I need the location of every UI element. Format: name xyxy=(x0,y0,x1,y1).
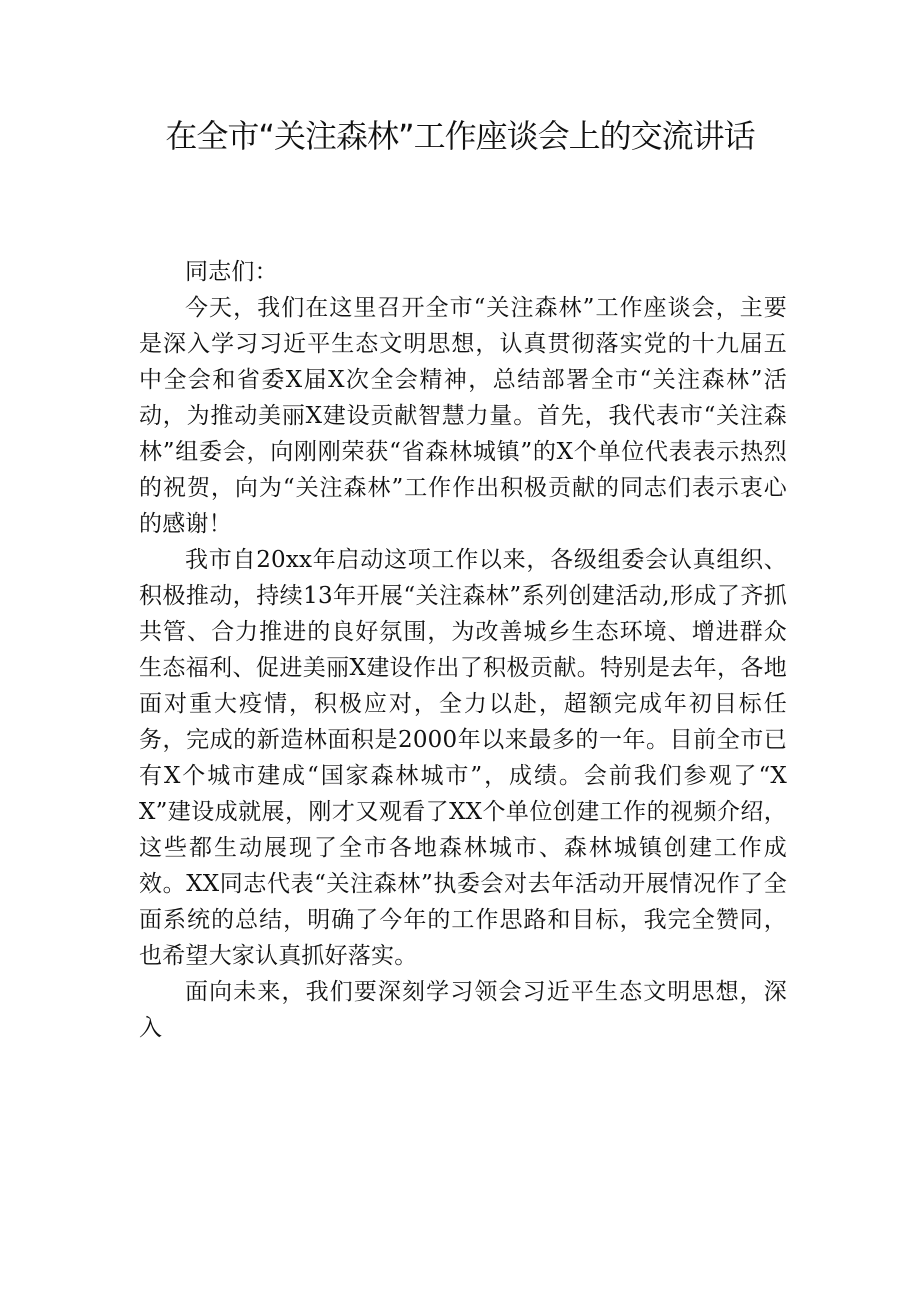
paragraph: 今天，我们在这里召开全市“关注森林”工作座谈会，主要是深入学习习近平生态文明思想，认真贯彻落实党的十九届五中全会和省委X届X次全会精神，总结部署全市“关注森林”活动，为推动美丽X建设贡献智慧力量。首先，我代表市“关注森林”组委会，向刚刚荣获“省森林城镇”的X个单位代表表示热烈的祝贺，向为“关注森林”工作作出积极贡献的同志们表示衷心的感谢！ xyxy=(139,295,787,537)
salutation: 同志们： xyxy=(185,259,278,285)
paragraph: 我市自20xx年启动这项工作以来，各级组委会认真组织、积极推动，持续13年开展“关注森林”系列创建活动,形成了齐抓共管、合力推进的良好氛围，为改善城乡生态环境、增进群众生态福利、促进美丽X建设作出了积极贡献。特别是去年，各地面对重大疫情，积极应对，全力以赴，超额完成年初目标任务，完成的新造林面积是2000年以来最多的一年。目前全市已有X个城市建成“国家森林城市”，成绩。会前我们参观了“XX”建设成就展，刚才又观看了XX个单位创建工作的视频介绍，这些都生动展现了全市各地森林城市、森林城镇创建工作成效。XX同志代表“关注森林”执委会对去年活动开展情况作了全面系统的总结，明确了今年的工作思路和目标，我完全赞同，也希望大家认真抓好落实。 xyxy=(139,547,787,969)
paragraph: 面向未来，我们要深刻学习领会习近平生态文明思想，深入 xyxy=(139,979,787,1041)
document-title: 在全市“关注森林”工作座谈会上的交流讲话 xyxy=(165,117,755,155)
document-body xyxy=(139,254,787,1046)
